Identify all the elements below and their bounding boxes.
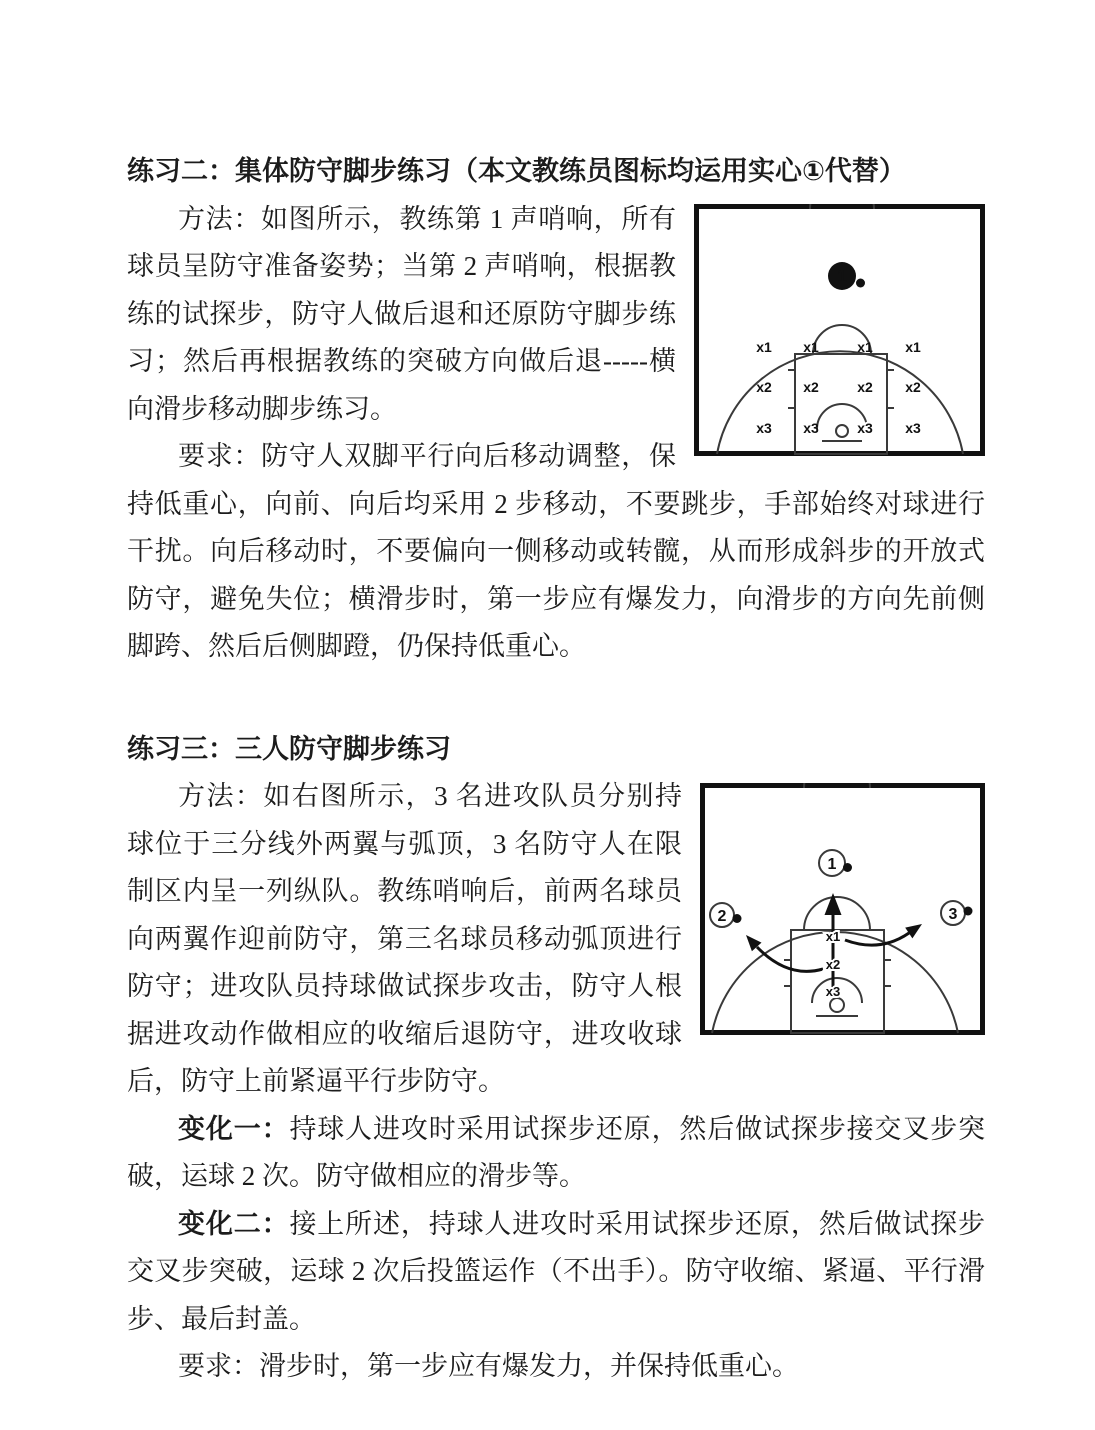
drill3-court-diagram bbox=[700, 783, 985, 1035]
defender-label: x1 bbox=[857, 338, 873, 355]
half-court-diagram bbox=[694, 204, 985, 456]
drill3-section bbox=[127, 726, 985, 1391]
ball-icon bbox=[843, 863, 852, 872]
defender-position-labels bbox=[826, 929, 840, 999]
defender-label: x2 bbox=[825, 957, 841, 972]
three-point-arc bbox=[717, 351, 963, 454]
court-boundary bbox=[697, 206, 983, 453]
ball-icon bbox=[964, 907, 973, 916]
defender-label: x2 bbox=[803, 378, 819, 395]
defender-label: x2 bbox=[857, 378, 873, 395]
variation1-text: 持球人进攻时采用试探步还原，然后做试探步接交叉步突破，运球 2 次。防守做相应的滑步等。 bbox=[127, 1113, 986, 1191]
drill2-method-paragraph: 方法：如图所示，教练第 1 声哨响，所有球员呈防守准备姿势；当第 2 声哨响，根据教练的试探步，防守人做后退和还原防守脚步练习；然后再根据教练的突破方向做后退-----横向滑步移动脚步练习。 bbox=[127, 203, 676, 424]
attacker-1-icon bbox=[819, 850, 852, 876]
ball-icon bbox=[733, 914, 742, 923]
defender-label: x1 bbox=[803, 338, 819, 355]
defender-label: x1 bbox=[905, 338, 921, 355]
drill3-method-paragraph: 方法：如右图所示，3 名进攻队员分别持球位于三分线外两翼与弧顶，3 名防守人在限制区内呈一列纵队。教练哨响后，前两名球员向两翼作迎前防守，第三名球员移动弧顶进行防守；进攻队员持球做试探步攻击，防守人根据进攻动作做相应的收缩后退防守，进攻收球后，防守上前紧逼平行步防守。 bbox=[127, 781, 682, 1096]
defender-label: x2 bbox=[756, 378, 772, 395]
drill3-requirement-paragraph: 要求：滑步时，第一步应有爆发力，并保持低重心。 bbox=[178, 1351, 799, 1381]
defender-label: x3 bbox=[905, 419, 921, 436]
variation2-label: 变化二： bbox=[178, 1208, 290, 1239]
drill2-title: 练习二：集体防守脚步练习（本文教练员图标均运用实心①代替） bbox=[127, 156, 906, 186]
defender-label: x3 bbox=[756, 419, 772, 436]
drill2-requirement-paragraph: 要求：防守人双脚平行向后移动调整，保持低重心，向前、向后均采用 2 步移动，不要跳步，手部始终对球进行干扰。向后移动时，不要偏向一侧移动或转髋，从而形成斜步的开放式防守，避免失位；横滑步时，第一步应有爆发力，向滑步的方向先前侧脚跨、然后后侧脚蹬，仍保持低重心。 bbox=[127, 441, 985, 661]
attacker-3-icon bbox=[941, 901, 973, 925]
attacker-number: 1 bbox=[827, 856, 837, 873]
variation1-label: 变化一： bbox=[178, 1113, 290, 1144]
drill2-court-diagram bbox=[694, 204, 985, 456]
attacker-2-icon bbox=[710, 903, 742, 927]
defense-arrow-left-wing bbox=[746, 935, 823, 971]
defender-label: x2 bbox=[905, 378, 921, 395]
ball-icon bbox=[856, 278, 865, 287]
defender-label: x3 bbox=[857, 419, 873, 436]
attacker-number: 3 bbox=[948, 906, 958, 923]
defender-label: x1 bbox=[756, 338, 772, 355]
coach-icon bbox=[828, 262, 865, 290]
drill3-title: 练习三：三人防守脚步练习 bbox=[127, 733, 451, 764]
drill2-section bbox=[127, 148, 985, 671]
three-point-arc bbox=[712, 932, 958, 1033]
variation2-text: 接上所述，持球人进攻时采用试探步还原，然后做试探步交叉步突破，运球 2 次后投篮运作（不出手）。防守收缩、紧逼、平行滑步、最后封盖。 bbox=[127, 1208, 986, 1334]
coach-number: 1 bbox=[836, 266, 848, 286]
drill3-variation2-paragraph bbox=[127, 1201, 985, 1344]
defender-label: x3 bbox=[803, 419, 819, 436]
defender-label: x1 bbox=[825, 929, 841, 944]
defender-label: x3 bbox=[825, 984, 841, 999]
half-court-diagram bbox=[700, 783, 985, 1035]
attacker-number: 2 bbox=[717, 908, 727, 925]
court-boundary bbox=[703, 786, 983, 1033]
drill3-variation1-paragraph bbox=[127, 1106, 985, 1201]
